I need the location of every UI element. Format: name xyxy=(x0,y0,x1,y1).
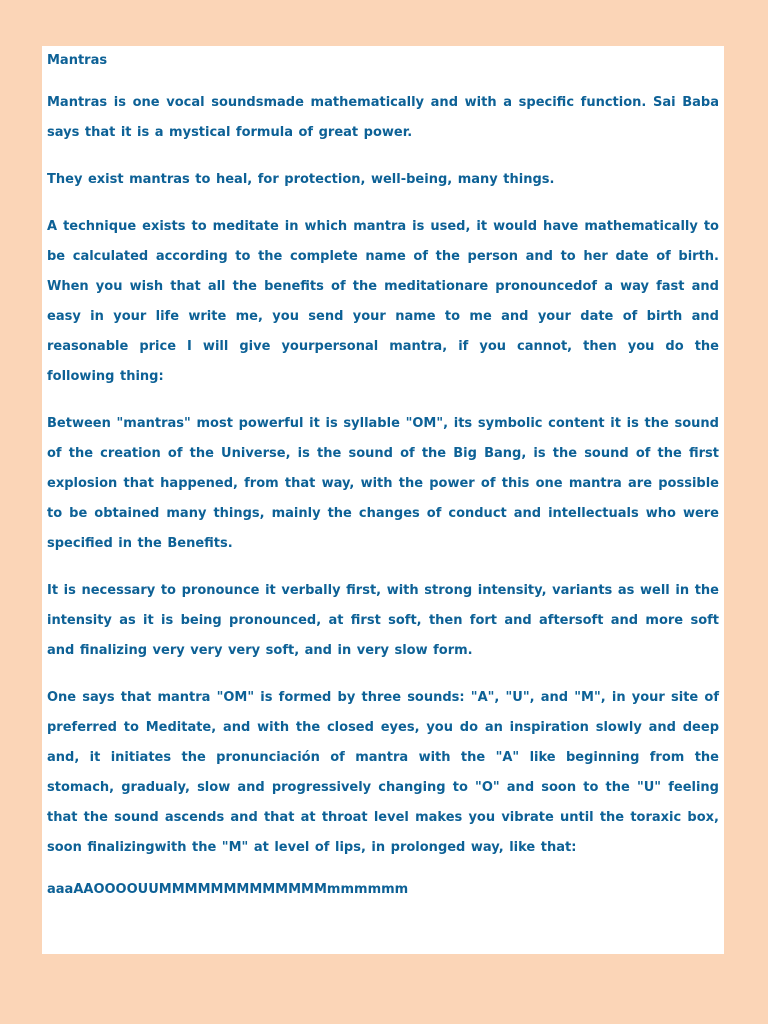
paragraph-three-sounds: One says that mantra "OM" is formed by three sounds: "A", "U", and "M", in your site of preferred to Meditate, and with the closed eyes, you do an inspiration slowly and deep and, it initiates the pronunciación of mantra with the "A" like beginning from the stomach, gradualy, slow and progressively changing to "O" and soon to the "U" feeling that the sound ascends and that at throat level makes you vibrate until the toraxic box, soon finalizingwith the "M" at level of lips, in prolonged way, like that: xyxy=(47,690,719,855)
document-title: Mantras xyxy=(47,53,108,68)
paragraph-intro: Mantras is one vocal soundsmade mathematically and with a specific function. Sai Baba says that it is a mystical formula of great power. xyxy=(47,95,719,140)
document-page xyxy=(42,46,724,954)
paragraph-pronunciation: It is necessary to pronounce it verbally first, with strong intensity, variants as well in the intensity as it is being pronounced, at first soft, then fort and aftersoft and more soft and finalizing very very very soft, and in very slow form. xyxy=(47,583,719,658)
paragraph-om: Between "mantras" most powerful it is syllable "OM", its symbolic content it is the sound of the creation of the Universe, is the sound of the Big Bang, is the sound of the first explosion that happened, from that way, with the power of this one mantra are possible to be obtained many things, mainly the changes of conduct and intellectuals who were specified in the Benefits. xyxy=(47,416,719,551)
chant-line: aaaAAOOOOUUMMMMMMMMMMMMMmmmmmm xyxy=(47,882,409,897)
paragraph-technique: A technique exists to meditate in which mantra is used, it would have mathematically to be calculated according to the complete name of the person and to her date of birth. When you wish that all the benefits of the meditationare pronouncedof a way fast and easy in your life write me, you send your name to me and your date of birth and reasonable price I will give yourpersonal mantra, if you cannot, then you do the following thing: xyxy=(47,219,719,384)
paragraph-uses: They exist mantras to heal, for protection, well-being, many things. xyxy=(47,172,555,187)
